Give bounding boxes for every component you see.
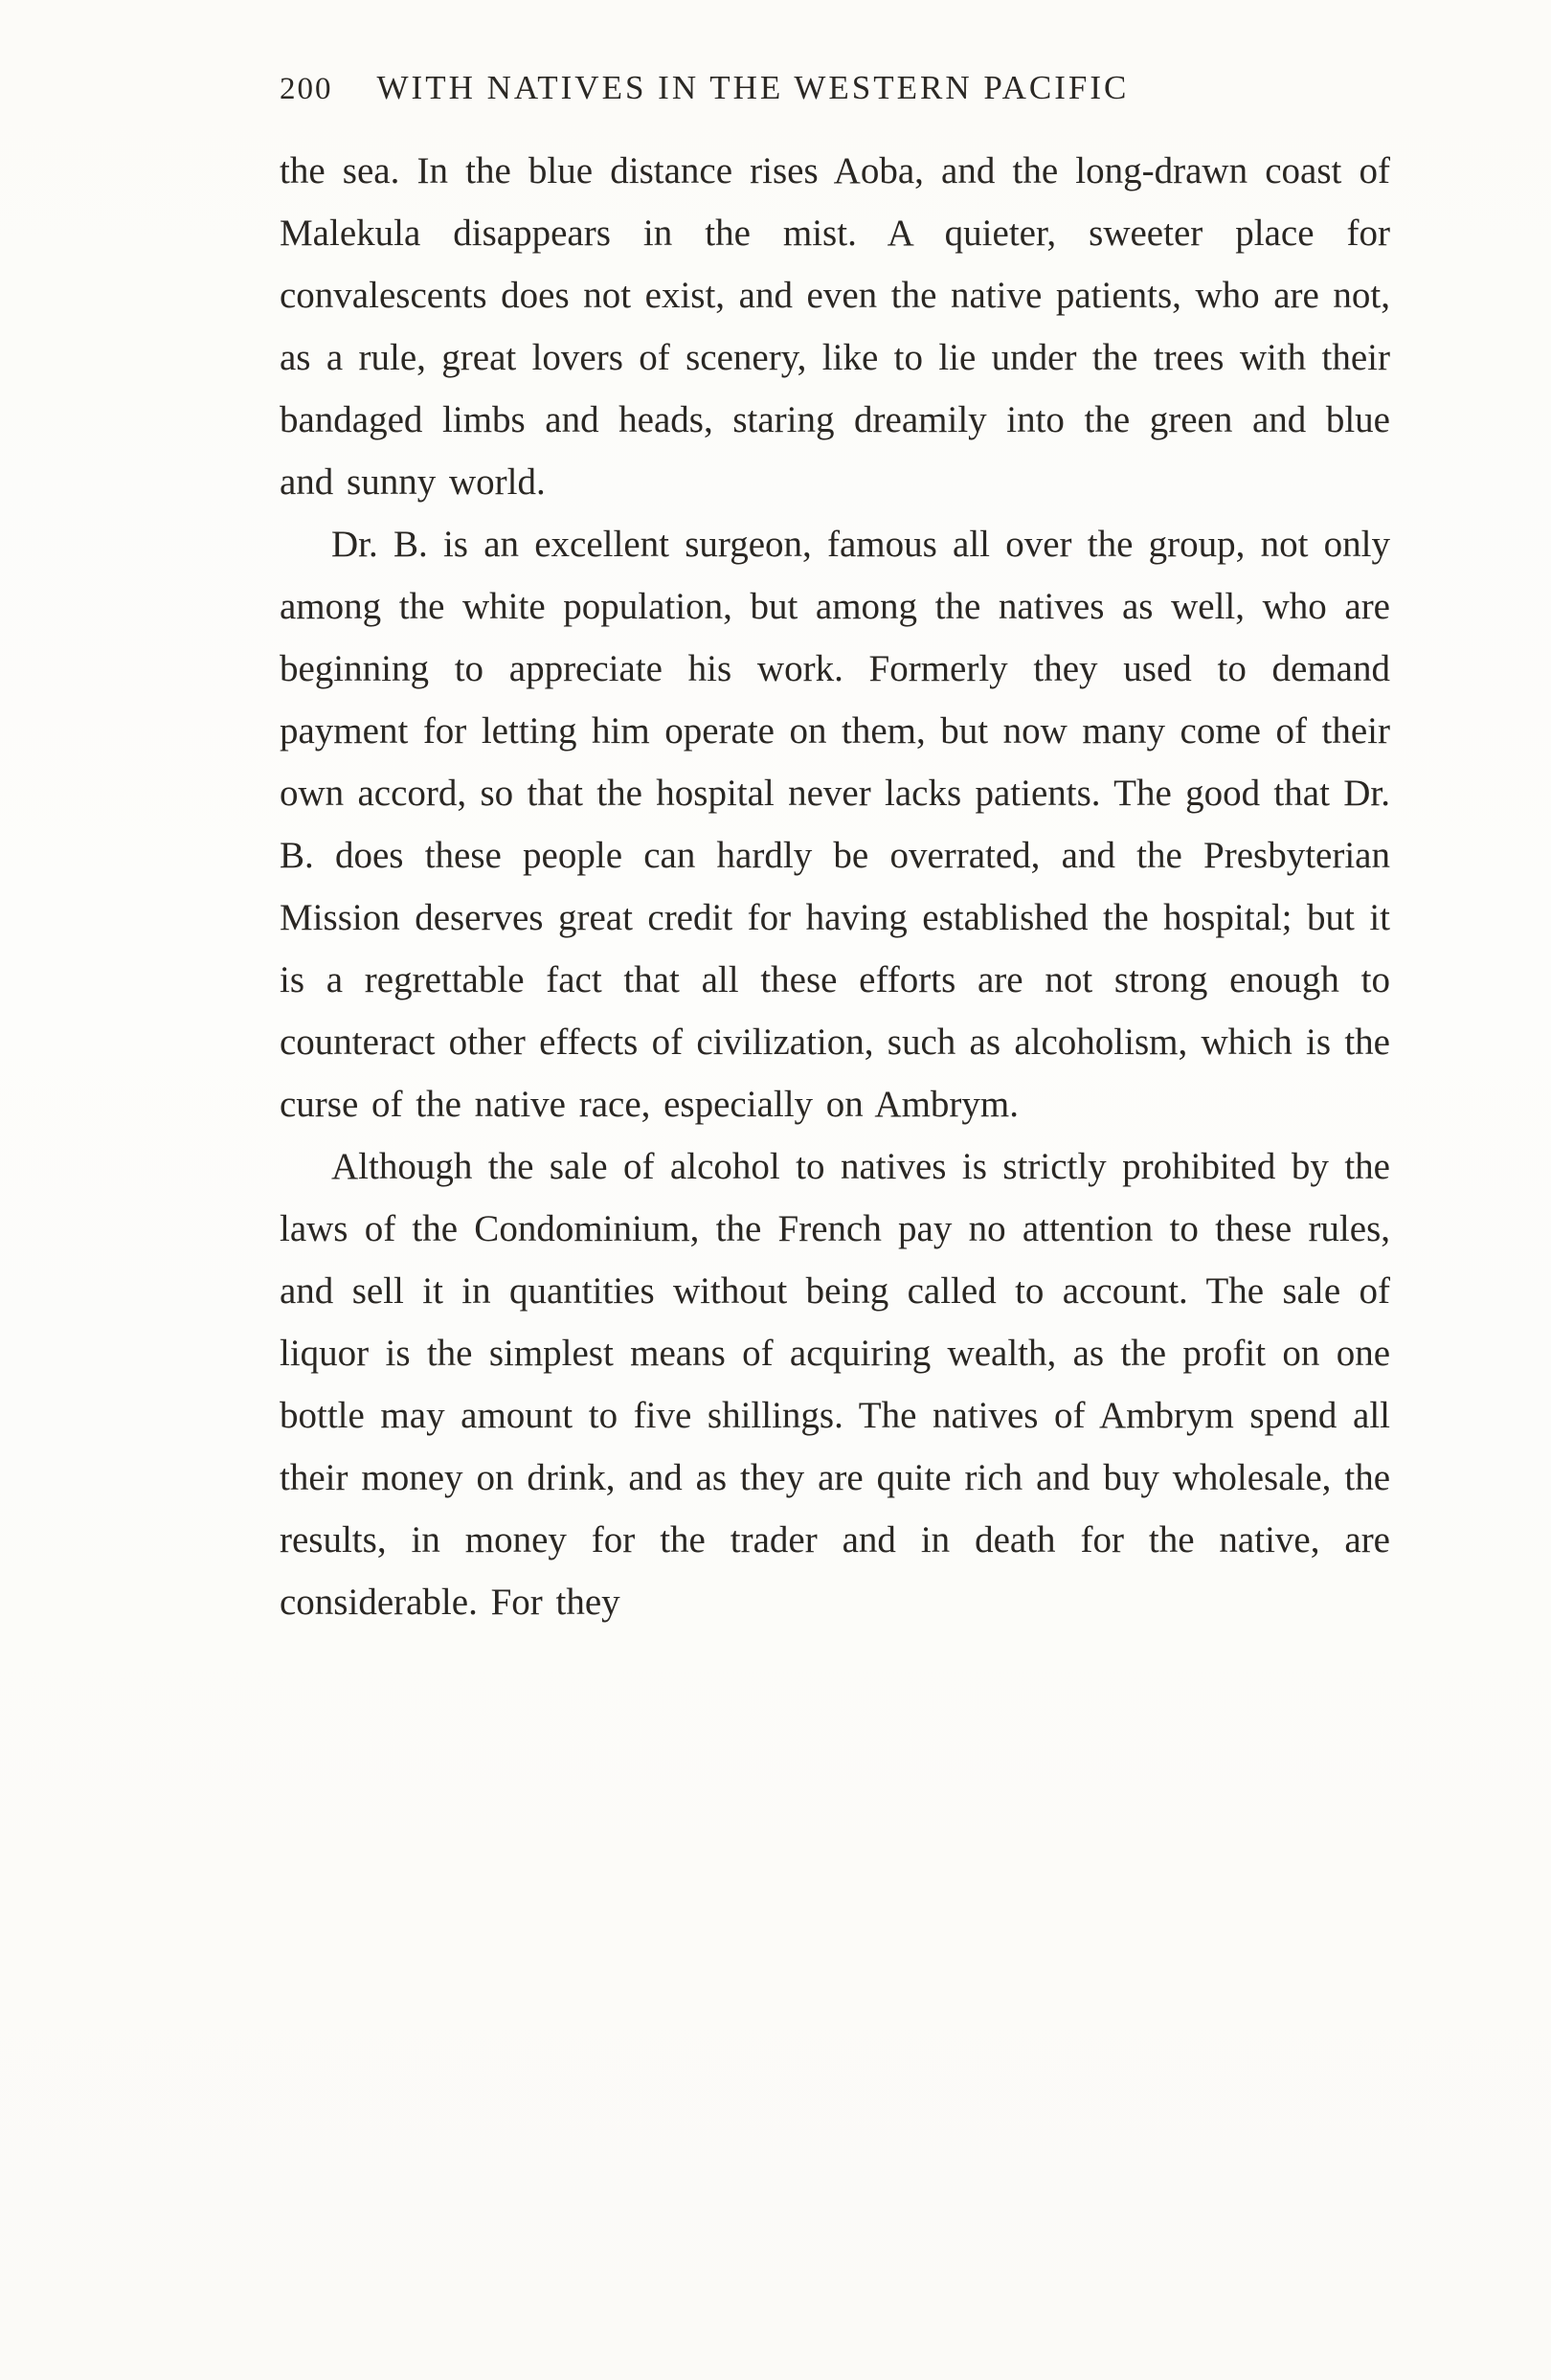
running-title: WITH NATIVES IN THE WESTERN PACIFIC	[376, 69, 1130, 106]
page-number: 200	[280, 72, 333, 106]
running-head	[280, 69, 1390, 107]
paragraph-2: Dr. B. is an excellent surgeon, famous all over the group, not only among the white population, but among the natives as well, who are beginning to appreciate his work. Formerly they used to demand payment for letting him operate on them, but now many come of their own accord, so that the hospital never lacks patients. The good that Dr. B. does these people can hardly be overrated, and the Presbyterian Mission deserves great credit for having established the hospital; but it is a regrettable fact that all these efforts are not strong enough to counteract other effects of civilization, such as alcoholism, which is the curse of the native race, especially on Ambrym.	[280, 524, 1390, 1125]
paragraph-1: the sea. In the blue distance rises Aoba, and the long-drawn coast of Malekula disappears in the mist. A quieter, sweeter place for convalescents does not exist, and even the native patients, who are not, as a rule, great lovers of scenery, like to lie under the trees with their bandaged limbs and heads, staring dreamily into the green and blue and sunny world.	[280, 150, 1390, 503]
body-text	[280, 140, 1390, 1633]
paragraph-3: Although the sale of alcohol to natives is strictly prohibited by the laws of the Condominium, the French pay no attention to these rules, and sell it in quantities without being called to account. The sale of liquor is the simplest means of acquiring wealth, as the profit on one bottle may amount to five shillings. The natives of Ambrym spend all their money on drink, and as they are quite rich and buy wholesale, the results, in money for the trader and in death for the native, are considerable. For they	[280, 1146, 1390, 1623]
